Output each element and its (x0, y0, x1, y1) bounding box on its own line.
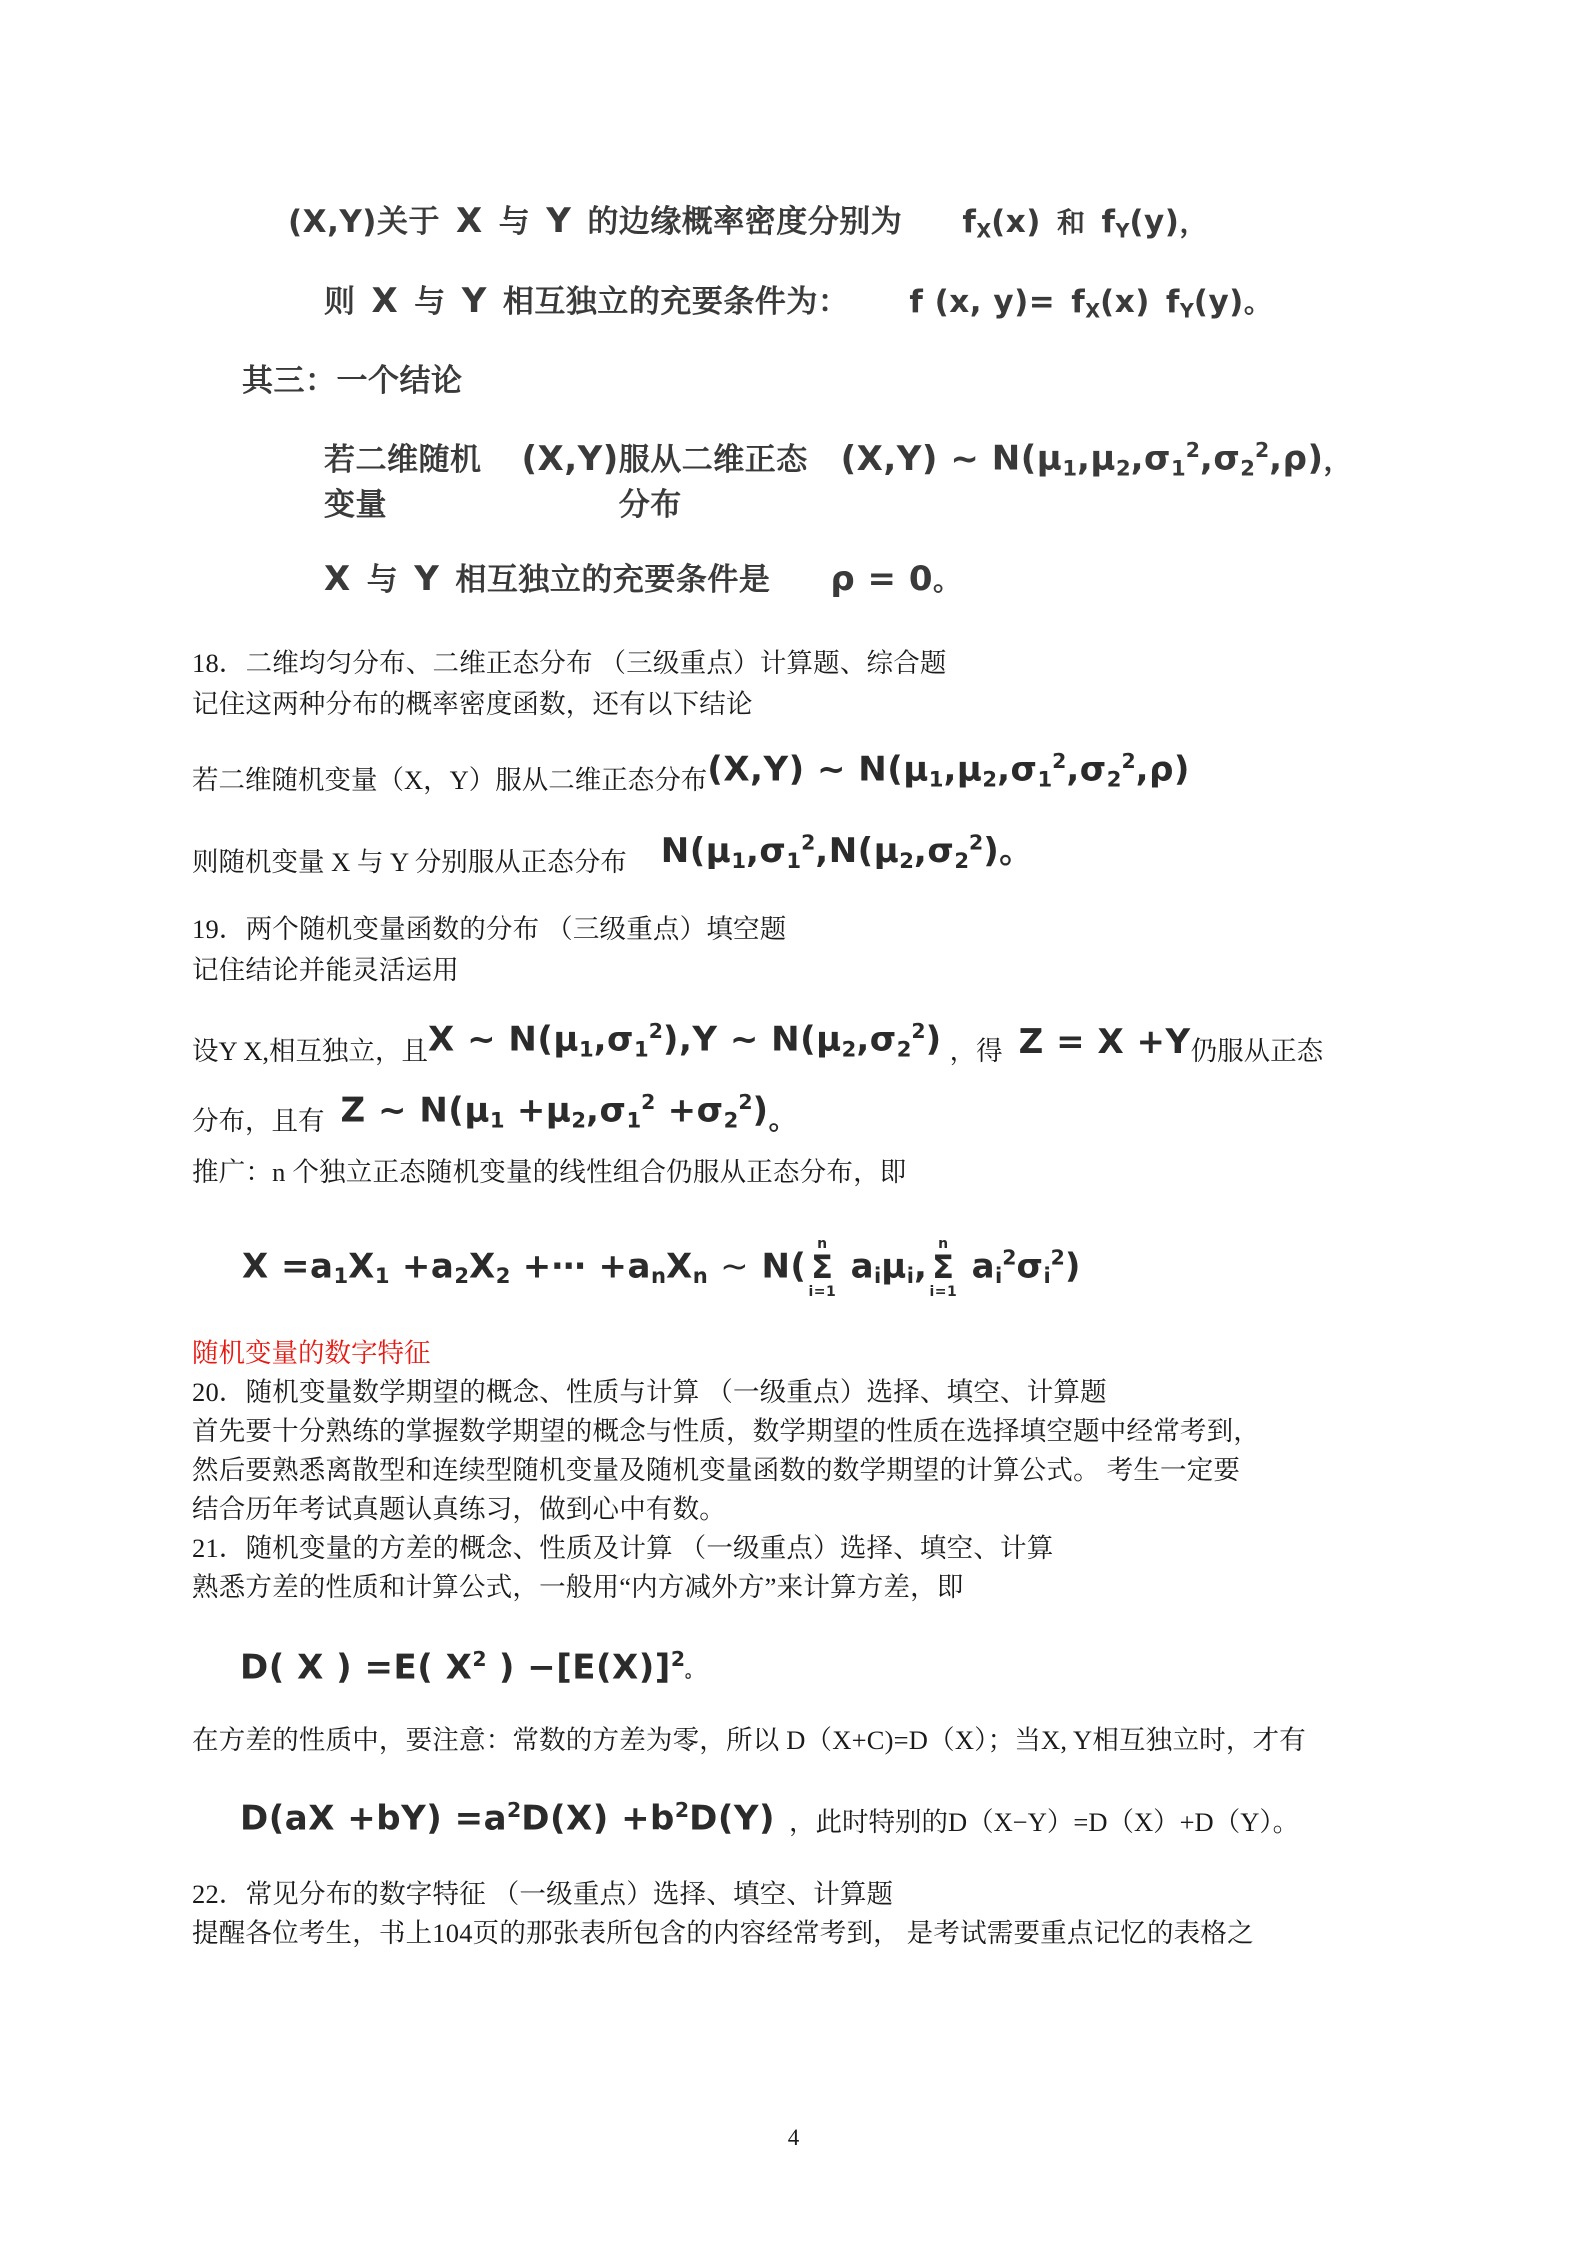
rho-zero-line (324, 554, 1352, 599)
variance-formula-expression: D( X ) =E( $X^2$ ) $-[E(X)]^2$。 (240, 1646, 703, 1688)
rho-zero-formula: ρ = 0 (830, 558, 934, 599)
he-label: 和 (1056, 206, 1086, 239)
variance-formula-dab (240, 1798, 1352, 1839)
independence-f-x: $f_X(x)$ (1071, 284, 1150, 323)
item-21-note: 熟悉方差的性质和计算公式，一般用“内方减外方”来计算方差，即 (192, 1571, 964, 1602)
section-heading-red: 随机变量的数字特征 (192, 1337, 431, 1368)
independence-x: X (371, 281, 399, 322)
item-20-p3: 结合历年考试真题认真练习，做到心中有数。 (192, 1493, 726, 1524)
summation-2: n Σ i=1 (929, 1236, 958, 1300)
bivariate-normal-line (324, 434, 1352, 524)
item-19-title: 19．两个随机变量函数的分布 （三级重点）填空题 (192, 914, 787, 945)
page-number: 4 (787, 2125, 800, 2150)
item-19-line3: 推广：n 个独立正态随机变量的线性组合仍服从正态分布，即 (192, 1157, 907, 1188)
variance-dab-expression: $D(aX +bY) =a^2D(X) +b^2D(Y)$ (240, 1798, 776, 1840)
variance-dab-tail: ，此时特别的D（X−Y）=D（X）+D（Y）。 (789, 1807, 1300, 1838)
independence-period: 。 (1243, 286, 1273, 320)
independence-trail: 相互独立的充要条件为： (502, 284, 850, 321)
item-20-p2: 然后要熟悉离散型和连续型随机变量及随机变量函数的数学期望的计算公式。 考生一定要 (192, 1454, 1241, 1485)
rho-zero-x: X (324, 558, 351, 599)
bivariate-lead: 若二维随机变量 (324, 441, 482, 523)
item-20-p1: 首先要十分熟练的掌握数学期望的概念与性质，数学期望的性质在选择填空题中经常考到， (192, 1415, 1260, 1446)
item-19 (192, 909, 1352, 1299)
item-18-formula-line-2 (192, 823, 1352, 879)
item-19-line2-lead: 分布，且有 (192, 1106, 325, 1137)
item-21-title: 21．随机变量的方差的概念、性质及计算 （一级重点）选择、填空、计算 (192, 1532, 1054, 1563)
scanned-formula-block (242, 196, 1352, 599)
independence-lead: 则 (324, 284, 356, 321)
marginal-density-middle: 与 (498, 204, 531, 240)
item-22-note: 提醒各位考生，书上104页的那张表所包含的内容经常考到， 是考试需要重点记忆的表格之 (192, 1918, 1254, 1949)
item-18-formula-line-1 (192, 749, 1352, 798)
item-18-line2-text: 则随机变量 X 与 Y 分别服从正态分布 (192, 847, 627, 878)
linear-combination-formula (242, 1237, 1352, 1299)
variance-formula-dx (240, 1647, 1352, 1688)
item-18-line2-formula: $N(\mu_1,\sigma_1^2,N(\mu_2,\sigma_2^2)$。 (660, 830, 1034, 874)
marginal-density-trail: 的边缘概率密度分别为 (587, 204, 903, 240)
item-19-xy-normal-formula: X ~ $N(\mu_1,\sigma_1^2),Y$ ~ $N(\mu_2,\sigma_2^2)$ (428, 1019, 942, 1062)
independence-middle: 与 (414, 284, 446, 321)
rho-zero-period: 。 (933, 563, 962, 597)
independence-f-y: $f_Y(y)$ (1165, 284, 1244, 323)
bivariate-normal-formula: $N(\mu_1,\mu_2,\sigma_1^2,\sigma_2^2,\rho)$ (991, 438, 1324, 481)
item-19-formula-line-2 (192, 1090, 1352, 1139)
linear-combination-expression: $X =a_1X_1 +a_2X_2$ +⋯ $+a_nX_n$ ~ N( n Σ i=1 $a_i\mu_i$, n Σ i=1 $a_i^2\sigma_i^2$) (242, 1236, 1081, 1300)
item-19-z-normal-formula: Z ~ $N(\mu_1 +\mu_2,\sigma_1^2 +\sigma_2^2)$ (340, 1089, 769, 1133)
item-19-formula-line-1 (192, 1019, 1352, 1068)
independence-condition-line (324, 276, 1352, 322)
marginal-density-y: Y (546, 201, 572, 241)
f-y-formula: $f_Y(y)$ (1101, 204, 1180, 243)
bivariate-comma: ， (1323, 443, 1352, 477)
item-18-note: 记住这两种分布的概率密度函数，还有以下结论 (192, 688, 753, 719)
item-18-line1-text: 若二维随机变量（X，Y）服从二维正态分布 (192, 765, 708, 796)
item-19-line2-period: 。 (768, 1103, 798, 1137)
item-19-de-label: ，得 (949, 1035, 1003, 1066)
rho-zero-middle: 与 (366, 561, 399, 598)
marginal-density-line (288, 196, 1352, 242)
item-18-line1-formula: (X,Y) ~ $N(\mu_1,\mu_2,\sigma_1^2,\sigma_2^2,\rho)$ (707, 748, 1190, 792)
rho-zero-y: Y (414, 558, 440, 599)
independence-y: Y (461, 281, 487, 322)
bivariate-tilde: ~ (950, 438, 980, 479)
marginal-density-x: X (455, 201, 483, 241)
numerical-characteristics-section (192, 1333, 1352, 1953)
independence-formula-lhs: f (x, y)= (909, 284, 1056, 321)
marginal-density-lead: (X,Y)关于 (288, 204, 440, 240)
item-20-title: 20．随机变量数学期望的概念、性质与计算 （一级重点）选择、填空、计算题 (192, 1376, 1107, 1407)
item-22-title: 22．常见分布的数字特征 （一级重点）选择、填空、计算题 (192, 1879, 894, 1910)
item-19-line1-lead: 设Y X,相互独立，且 (192, 1035, 429, 1066)
item-21-variance-note: 在方差的性质中，要注意：常数的方差为零，所以 D（X+C)=D（X）；当X, Y相互独立时，才有 (192, 1725, 1306, 1756)
marginal-density-comma: ， (1179, 206, 1208, 239)
bivariate-pair: (X,Y) (521, 438, 619, 479)
item-18 (192, 643, 1352, 879)
summation-1: n Σ i=1 (808, 1236, 837, 1300)
bivariate-dist-pair: (X,Y) (840, 438, 938, 479)
page-content (192, 196, 1352, 1953)
f-x-formula: $f_X(x)$ (962, 204, 1041, 243)
item-19-note: 记住结论并能灵活运用 (192, 955, 459, 986)
qisan-heading: 其三：一个结论 (242, 362, 463, 399)
rho-zero-trail: 相互独立的充要条件是 (455, 561, 771, 598)
bivariate-trail: 服从二维正态分布 (618, 441, 808, 523)
item-19-line1-tail: 仍服从正态 (1190, 1035, 1324, 1066)
item-18-title: 18．二维均匀分布、二维正态分布 （三级重点）计算题、综合题 (192, 647, 947, 678)
item-19-z-formula: Z = X +Y (1018, 1021, 1191, 1062)
